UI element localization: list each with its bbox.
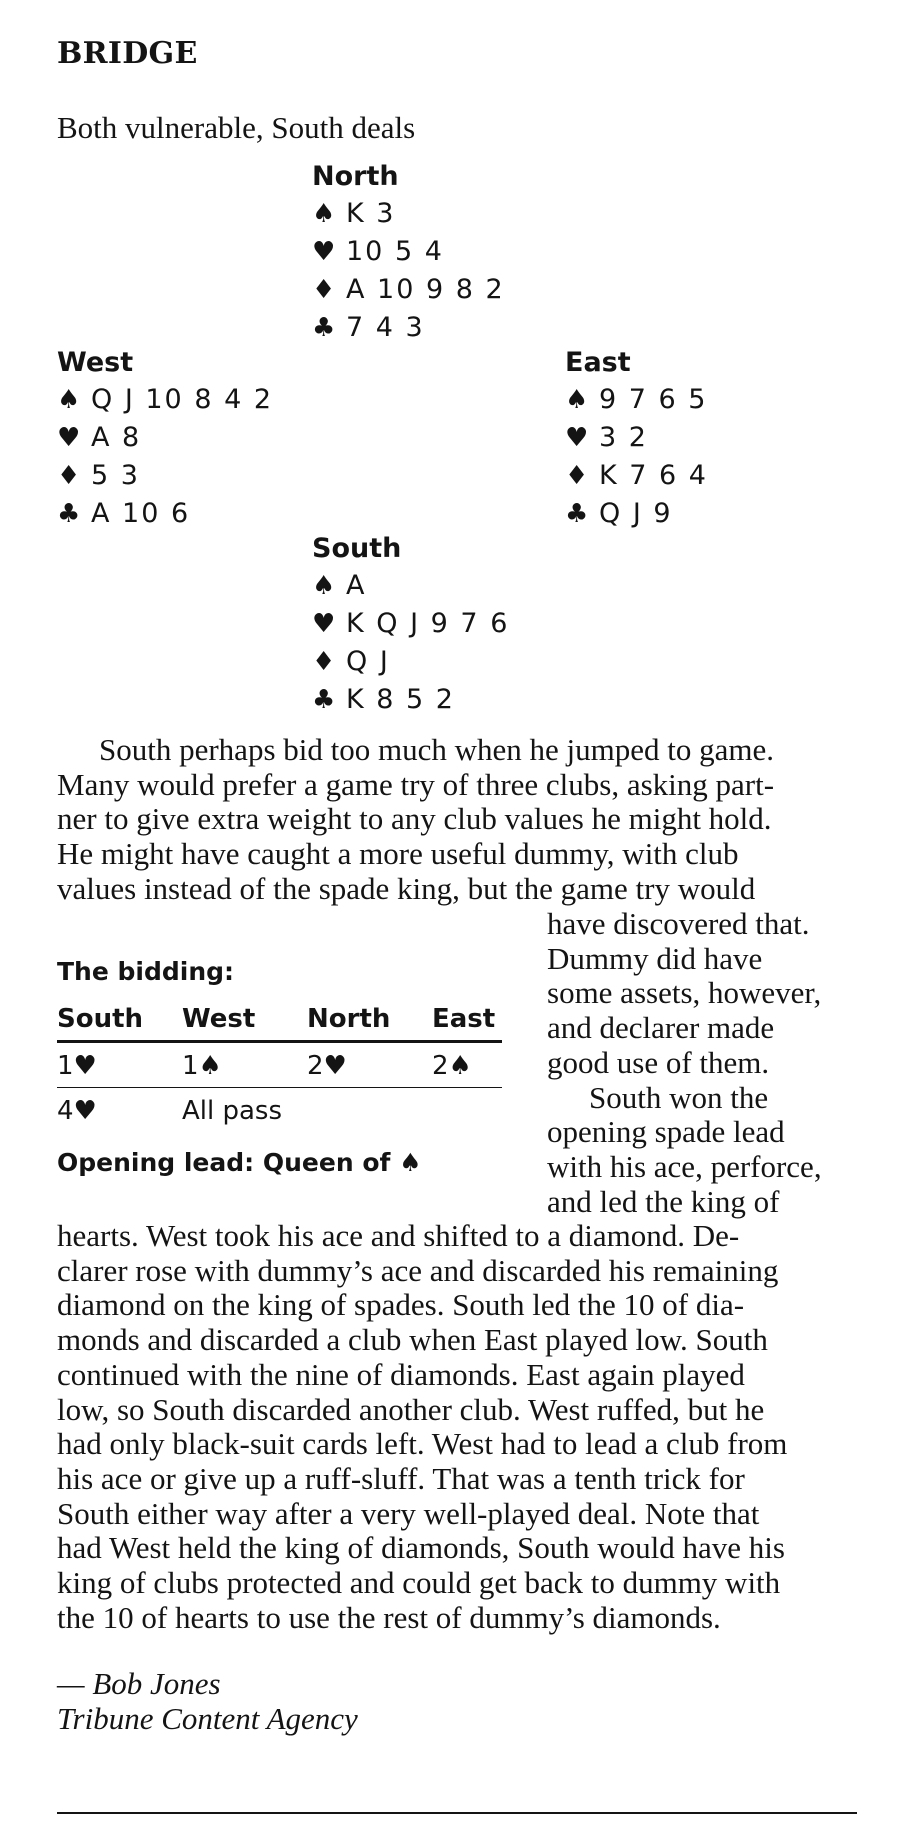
signature — [57, 1666, 358, 1736]
vulnerability-line: Both vulnerable, South deals — [57, 110, 416, 145]
text-line: his ace or give up a ruff-sluff. That was a tenth trick for — [57, 1460, 745, 1496]
club-icon: ♣ — [565, 499, 589, 529]
diamonds-holding: ♦ Q J — [312, 643, 509, 681]
club-icon: ♣ — [57, 499, 81, 529]
text-line: had West held the king of diamonds, South would have his — [57, 1530, 785, 1566]
spade-icon: ♠ — [312, 199, 336, 229]
bidding-row — [57, 1042, 502, 1088]
text-line: and declarer made — [547, 1010, 775, 1046]
text-line: Many would prefer a game try of three clubs, asking part- — [57, 766, 775, 802]
hearts-holding: ♥ 10 5 4 — [312, 233, 505, 271]
bidding-heading: The bidding: — [57, 957, 235, 986]
diamonds-holding: ♦ K 7 6 4 — [565, 457, 708, 495]
bottom-divider — [57, 1812, 857, 1814]
bidding-box — [57, 957, 502, 1177]
clubs-holding: ♣ K 8 5 2 — [312, 681, 509, 719]
text-line: and led the king of — [547, 1183, 780, 1219]
bid-cell: 2♠ — [432, 1042, 502, 1088]
club-icon: ♣ — [312, 685, 336, 715]
agency-name: Tribune Content Agency — [57, 1701, 358, 1736]
hand-name: North — [312, 161, 399, 192]
diamond-icon: ♦ — [312, 275, 336, 305]
bid-cell: 1♠ — [182, 1042, 307, 1088]
column-title: BRIDGE — [57, 36, 198, 71]
clubs-holding: ♣ A 10 6 — [57, 495, 273, 533]
clubs-holding: ♣ 7 4 3 — [312, 309, 505, 347]
diamonds-holding: ♦ A 10 9 8 2 — [312, 271, 505, 309]
spades-holding: ♠ Q J 10 8 4 2 — [57, 381, 273, 419]
spades-holding: ♠ 9 7 6 5 — [565, 381, 708, 419]
text-line: had only black-suit cards left. West had to lead a club from — [57, 1426, 788, 1462]
text-line: Dummy did have — [547, 940, 763, 976]
hand-west — [57, 344, 273, 533]
hearts-holding: ♥ A 8 — [57, 419, 273, 457]
text-line: ner to give extra weight to any club values he might hold. — [57, 801, 772, 837]
text-line: clarer rose with dummy’s ace and discarded his remaining — [57, 1252, 779, 1288]
text-line: South either way after a very well-played deal. Note that — [57, 1495, 760, 1531]
bidding-header: North — [307, 1000, 432, 1042]
wrapped-text-column — [547, 907, 857, 1219]
bid-cell: 1♥ — [57, 1042, 182, 1088]
text-line: hearts. West took his ace and shifted to a diamond. De- — [57, 1218, 740, 1253]
article — [57, 0, 857, 1842]
diamond-icon: ♦ — [312, 647, 336, 677]
text-line: the 10 of hearts to use the rest of dummy’s diamonds. — [57, 1599, 721, 1635]
bid-cell: 4♥ — [57, 1096, 97, 1126]
paragraph-2 — [57, 1219, 857, 1635]
hand-north — [312, 158, 505, 347]
hand-east — [565, 344, 708, 533]
bid-cell: All pass — [182, 1096, 283, 1126]
heart-icon: ♥ — [565, 423, 589, 453]
spade-icon: ♠ — [565, 385, 589, 415]
paragraph-1 — [57, 733, 857, 907]
heart-icon: ♥ — [57, 423, 81, 453]
spade-icon: ♠ — [57, 385, 81, 415]
text-line: low, so South discarded another club. West ruffed, but he — [57, 1391, 765, 1427]
text-line: diamond on the king of spades. South led the 10 of dia- — [57, 1287, 745, 1323]
hearts-holding: ♥ K Q J 9 7 6 — [312, 605, 509, 643]
text-line: He might have caught a more useful dummy, with club — [57, 836, 739, 872]
hand-name: South — [312, 533, 402, 564]
bidding-header: South — [57, 1000, 182, 1042]
bidding-header: East — [432, 1000, 502, 1042]
clubs-holding: ♣ Q J 9 — [565, 495, 708, 533]
hand-name: West — [57, 347, 134, 378]
spade-icon: ♠ — [312, 571, 336, 601]
diamonds-holding: ♦ 5 3 — [57, 457, 273, 495]
text-line: continued with the nine of diamonds. East again played — [57, 1356, 745, 1392]
text-line: some assets, however, — [547, 975, 822, 1011]
text-line: have discovered that. — [547, 906, 810, 941]
text-line: values instead of the spade king, but the game try would — [57, 870, 756, 906]
text-line: monds and discarded a club when East played low. South — [57, 1322, 768, 1358]
bid-cell: 2♥ — [307, 1042, 432, 1088]
hand-south — [312, 530, 509, 719]
spades-holding: ♠ A — [312, 567, 509, 605]
text-line: king of clubs protected and could get back to dummy with — [57, 1565, 781, 1601]
spades-holding: ♠ K 3 — [312, 195, 505, 233]
text-line: South perhaps bid too much when he jumped to game. — [99, 732, 774, 767]
author-name: — Bob Jones — [57, 1666, 221, 1701]
hand-name: East — [565, 347, 631, 378]
bidding-header-row — [57, 1000, 502, 1042]
bidding-table — [57, 1000, 502, 1132]
diamond-icon: ♦ — [57, 461, 81, 491]
opening-lead: Opening lead: Queen of ♠ — [57, 1148, 422, 1177]
heart-icon: ♥ — [312, 609, 336, 639]
text-line: with his ace, perforce, — [547, 1148, 822, 1184]
text-line: South won the — [589, 1079, 769, 1115]
bidding-header: West — [182, 1000, 307, 1042]
hearts-holding: ♥ 3 2 — [565, 419, 708, 457]
club-icon: ♣ — [312, 313, 336, 343]
diamond-icon: ♦ — [565, 461, 589, 491]
text-line: opening spade lead — [547, 1114, 785, 1150]
bidding-row — [57, 1088, 502, 1133]
text-line: good use of them. — [547, 1044, 770, 1080]
heart-icon: ♥ — [312, 237, 336, 267]
